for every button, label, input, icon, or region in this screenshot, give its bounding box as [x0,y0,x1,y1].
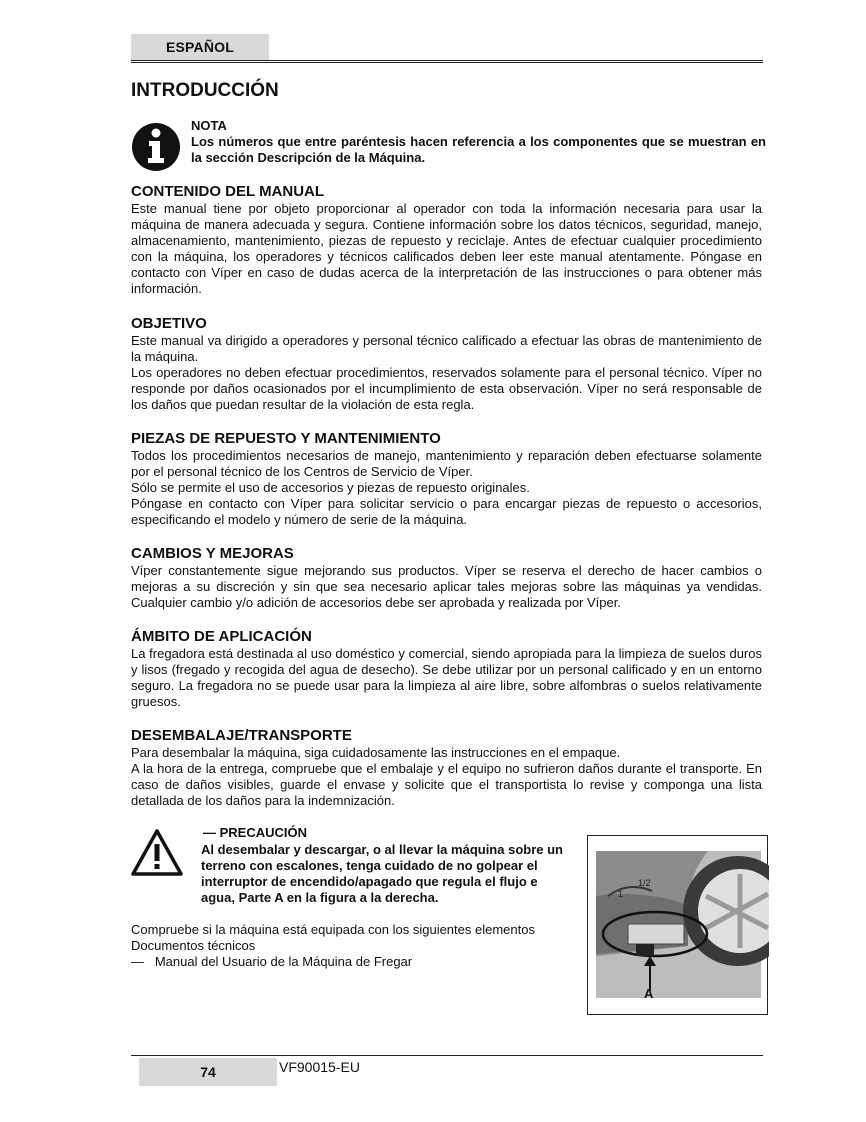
section-paragraph: Este manual va dirigido a operadores y personal técnico calificado a efectuar las obras de mantenimiento de la máquina. [131,333,762,364]
section-heading: CONTENIDO DEL MANUAL [131,183,325,200]
page-title: INTRODUCCIÓN [131,80,279,101]
note-text: Los números que entre paréntesis hacen referencia a los componentes que se muestran en la sección Descripción de la Máquina. [191,134,766,165]
section-cambios [131,545,762,611]
checklist-item: Manual del Usuario de la Máquina de Fregar [154,954,413,969]
checklist-intro: Compruebe si la máquina está equipada con los siguientes elementos [131,922,535,937]
header-rule-double [131,62,763,63]
section-piezas [131,430,762,528]
caution-text: Al desembalar y descargar, o al llevar la máquina sobre un terreno con escalones, tenga cuidado de no golpear el interruptor de encendido/apagado que regula el flujo e agua, Parte A en la figura a la derecha. [201,842,563,905]
checklist-item-dash: — Manual del Usuario de la Máquina de Fregar [131,954,413,969]
section-heading: ÁMBITO DE APLICACIÓN [131,628,312,645]
section-desembalaje [131,727,762,809]
header-rule [131,60,763,61]
info-icon [131,122,181,172]
checklist [131,922,581,970]
caution-label: — PRECAUCIÓN [203,825,308,840]
section-paragraph: Póngase en contacto con Víper para solicitar servicio o para encargar piezas de repuesto o accesorios, especificando el modelo y número de serie de la máquina. [131,496,762,527]
section-paragraph: A la hora de la entrega, compruebe que el embalaje y el equipo no sufrieron daños durante el transporte. En caso de daños visibles, guarde el envase y solicite que el transportista lo revise y componga una lista detallada de los daños para la indemnización. [131,761,762,808]
section-paragraph: Víper constantemente sigue mejorando sus productos. Víper se reserva el derecho de hacer cambios o mejoras a su discreción y sin que sea necesario aplicar tales mejoras sobre las máquinas ya vendidas. Cualquier cambio y/o adición de accesorios debe ser aprobada y realizada por Víper. [131,563,762,610]
switch-base [636,944,654,956]
section-paragraph: La fregadora está destinada al uso doméstico y comercial, siendo apropiada para la limpieza de suelos duros y lisos (fregado y recogida del agua de desecho). Se debe utilizar por un personal calificado y en un entorno seguro. La fregadora no se puede usar para la limpieza al aire libre, sobre alfombras o suelos relativamente gruesos. [131,646,762,709]
note-label: NOTA [191,118,227,133]
figure-label-a: A [644,986,654,1001]
section-paragraph: Para desembalar la máquina, siga cuidadosamente las instrucciones en el empaque. [131,745,621,760]
section-paragraph: Este manual tiene por objeto proporcionar al operador con toda la información necesaria para usar la máquina de manera adecuada y segura. Contiene información sobre los datos técnicos, seguridad, manejo, almacenamiento, mantenimiento, piezas de repuesto y reciclaje. Antes de efectuar cualquier procedimiento con la máquina, los operadores y técnicos calificados deben leer este manual atentamente. Póngase en contacto con Víper en caso de dudas acerca de la interpretación de las instrucciones o para obtener más información. [131,201,762,296]
section-heading: DESEMBALAJE/TRANSPORTE [131,727,352,744]
section-contenido [131,183,762,297]
page-number: 74 [139,1058,277,1086]
warning-triangle-icon [131,828,183,878]
checklist-item: Documentos técnicos [131,938,256,953]
machine-figure [587,835,768,1015]
section-paragraph: Todos los procedimientos necesarios de manejo, mantenimiento y reparación deben efectuarse solamente por el personal técnico de los Centros de Servicio de Víper. [131,448,762,479]
switch-part [628,924,684,944]
footer-rule [131,1055,763,1056]
section-ambito [131,628,762,710]
section-heading: PIEZAS DE REPUESTO Y MANTENIMIENTO [131,430,441,447]
section-objetivo [131,315,762,413]
dial-label-1: 1 [618,889,624,899]
dial-label-2: 1/2 [638,878,651,888]
section-paragraph: Los operadores no deben efectuar procedimientos, reservados solamente para el personal técnico. Víper no responde por daños ocasionados por el incumplimiento de esta observación. Víper no será responsable de los daños que puedan resultar de la violación de esta regla. [131,365,762,412]
document-code: VF90015-EU [279,1059,360,1075]
language-tab: ESPAÑOL [131,34,269,60]
section-heading: CAMBIOS Y MEJORAS [131,545,294,562]
section-paragraph: Sólo se permite el uso de accesorios y piezas de repuesto originales. [131,480,530,495]
section-heading: OBJETIVO [131,315,207,332]
caution-label-text: PRECAUCIÓN [219,825,308,840]
machine-illustration [588,836,769,1016]
